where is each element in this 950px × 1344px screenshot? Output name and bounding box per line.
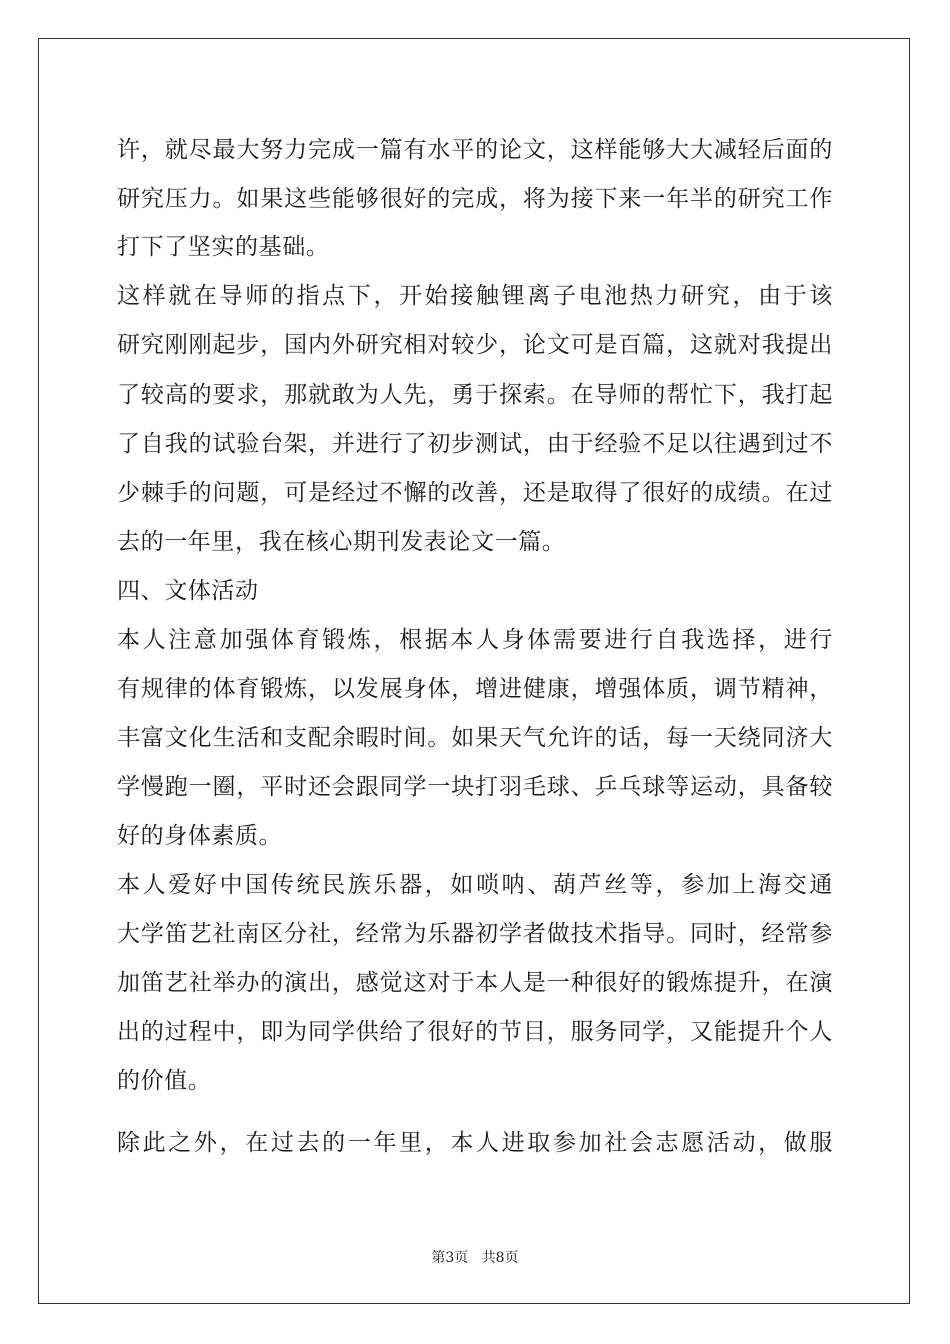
text-line: 本人注意加强体育锻炼，根据本人身体需要进行自我选择，进行 <box>117 627 833 653</box>
text-line: 少棘手的问题，可是经过不懈的改善，还是取得了很好的成绩。在过 <box>117 480 833 506</box>
text-line: 了自我的试验台架，并进行了初步测试，由于经验不足以往遇到过不 <box>117 431 833 457</box>
text-line: 本人爱好中国传统民族乐器，如唢呐、葫芦丝等，参加上海交通 <box>117 872 833 898</box>
text-line: 除此之外，在过去的一年里，本人进取参加社会志愿活动，做服 <box>117 1130 833 1156</box>
text-line: 加笛艺社举办的演出，感觉这对于本人是一种很好的锻炼提升，在演 <box>117 970 833 996</box>
text-line: 有规律的体育锻炼，以发展身体，增进健康，增强体质，调节精神， <box>117 676 833 702</box>
text-line: 大学笛艺社南区分社，经常为乐器初学者做技术指导。同时，经常参 <box>117 921 833 947</box>
page-footer <box>0 1248 950 1268</box>
text-line: 学慢跑一圈，平时还会跟同学一块打羽毛球、乒乓球等运动，具备较 <box>117 774 833 800</box>
text-line: 这样就在导师的指点下，开始接触锂离子电池热力研究，由于该 <box>117 283 833 309</box>
page-number: 第3页 <box>431 1250 469 1266</box>
text-line: 的价值。 <box>117 1068 212 1094</box>
text-line: 打下了坚实的基础。 <box>117 234 330 260</box>
text-line: 去的一年里，我在核心期刊发表论文一篇。 <box>117 529 566 555</box>
section-heading: 四、文体活动 <box>117 578 259 604</box>
page-total: 共8页 <box>481 1250 519 1266</box>
text-line: 好的身体素质。 <box>117 823 283 849</box>
text-line: 许，就尽最大努力完成一篇有水平的论文，这样能够大大减轻后面的 <box>117 137 833 163</box>
text-line: 研究压力。如果这些能够很好的完成，将为接下来一年半的研究工作 <box>117 186 833 212</box>
text-line: 丰富文化生活和支配余暇时间。如果天气允许的话，每一天绕同济大 <box>117 725 833 751</box>
text-line: 了较高的要求，那就敢为人先，勇于探索。在导师的帮忙下，我打起 <box>117 382 833 408</box>
text-line: 研究刚刚起步，国内外研究相对较少，论文可是百篇，这就对我提出 <box>117 332 833 358</box>
page-border <box>38 38 910 1304</box>
text-line: 出的过程中，即为同学供给了很好的节目，服务同学，又能提升个人 <box>117 1019 833 1045</box>
